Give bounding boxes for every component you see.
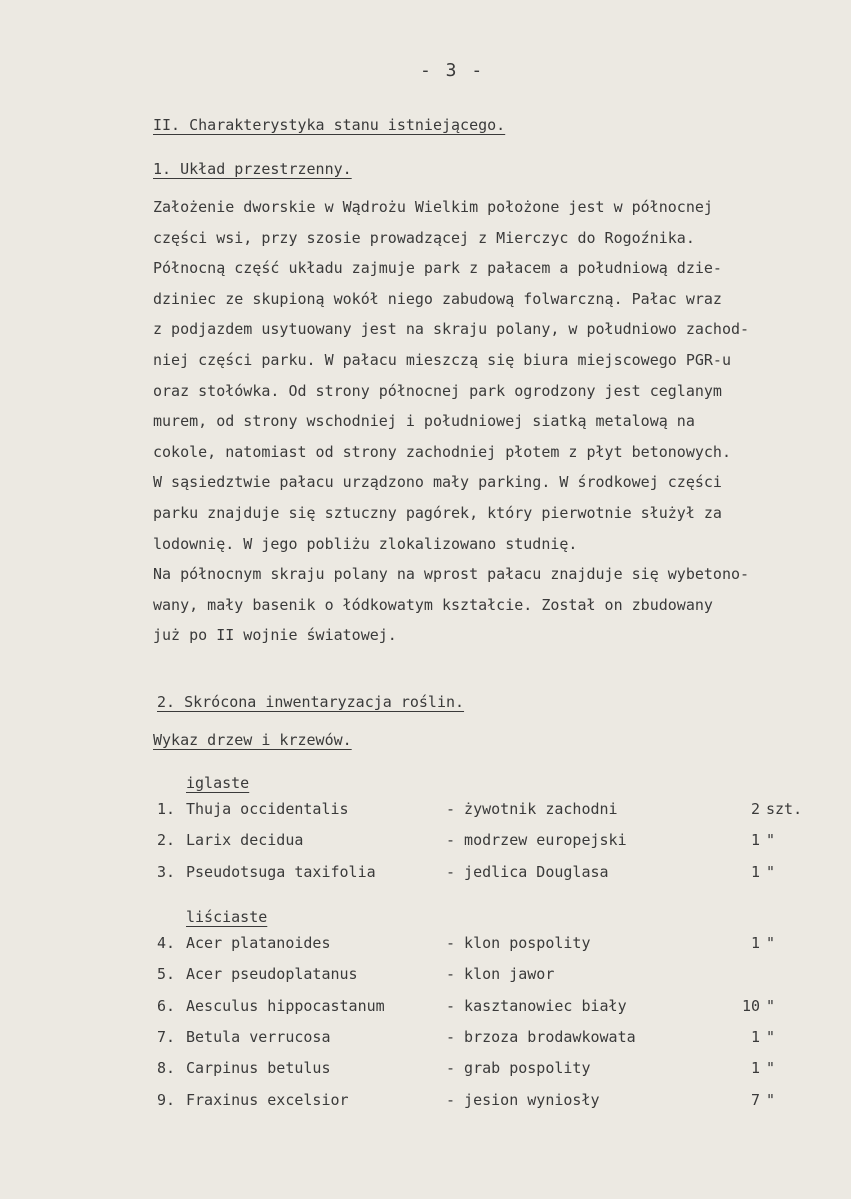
unit: " xyxy=(766,1090,776,1109)
paragraph-line: Założenie dworskie w Wądrożu Wielkim położone jest w północnej xyxy=(153,198,713,216)
item-number: 2. xyxy=(157,831,176,850)
plant-row xyxy=(0,1059,851,1089)
latin-name: Aesculus hippocastanum xyxy=(186,996,385,1015)
paragraph-line: murem, od strony wschodniej i południowej siatką metalową na xyxy=(153,412,695,431)
quantity: 1 xyxy=(750,862,760,881)
polish-name: - modrzew europejski xyxy=(446,831,627,850)
paragraph-line: cokole, natomiast od strony zachodniej płotem z płyt betonowych. xyxy=(153,442,731,461)
polish-name: - klon jawor xyxy=(446,965,555,984)
category-label-conifers: iglaste xyxy=(186,774,250,792)
paragraph-line: dziniec ze skupioną wokół niego zabudową folwarczną. Pałac wraz xyxy=(153,289,722,308)
subsection-title-inventory: 2. Skrócona inwentaryzacja roślin. xyxy=(157,693,465,711)
latin-name: Acer platanoides xyxy=(186,934,331,952)
item-number: 6. xyxy=(157,996,176,1015)
unit: " xyxy=(766,1059,776,1078)
latin-name: Betula verrucosa xyxy=(186,1027,331,1046)
quantity: 1 xyxy=(750,1059,760,1078)
item-number: 8. xyxy=(157,1059,176,1078)
plant-row xyxy=(0,997,851,1027)
paragraph-line: z podjazdem usytuowany jest na skraju polany, w południowo zachod- xyxy=(153,320,750,339)
unit: " xyxy=(766,831,776,850)
polish-name: - brzoza brodawkowata xyxy=(446,1027,636,1046)
item-number: 9. xyxy=(157,1090,176,1109)
quantity: 7 xyxy=(750,1090,760,1109)
paragraph-line: części wsi, przy szosie prowadzącej z Mierczyc do Rogoźnika. xyxy=(153,228,695,247)
section-title: II. Charakterystyka stanu istniejącego. xyxy=(153,116,506,134)
unit: " xyxy=(766,934,776,952)
paragraph-line: niej części parku. W pałacu mieszczą się biura miejscowego PGR-u xyxy=(153,350,731,369)
latin-name: Pseudotsuga taxifolia xyxy=(186,862,376,881)
quantity: 1 xyxy=(750,934,760,952)
polish-name: - klon pospolity xyxy=(446,934,591,952)
unit: " xyxy=(766,862,776,881)
item-number: 3. xyxy=(157,862,176,881)
quantity: 10 xyxy=(741,996,760,1015)
quantity: 1 xyxy=(750,831,760,850)
polish-name: - jesion wyniosły xyxy=(446,1090,600,1109)
page-number: - 3 - xyxy=(420,60,485,81)
quantity: 1 xyxy=(750,1027,760,1046)
latin-name: Fraxinus excelsior xyxy=(186,1090,349,1109)
latin-name: Carpinus betulus xyxy=(186,1059,331,1078)
plant-row xyxy=(0,1091,851,1121)
item-number: 7. xyxy=(157,1027,176,1046)
item-number: 5. xyxy=(157,965,176,984)
paragraph-line: W sąsiedztwie pałacu urządzono mały parking. W środkowej części xyxy=(153,473,722,492)
paragraph xyxy=(153,192,843,651)
plant-row xyxy=(0,863,851,893)
latin-name: Acer pseudoplatanus xyxy=(186,965,358,984)
latin-name: Thuja occidentalis xyxy=(186,800,349,818)
polish-name: - jedlica Douglasa xyxy=(446,862,609,881)
plant-row xyxy=(0,965,851,995)
polish-name: - kasztanowiec biały xyxy=(446,996,627,1015)
plant-row xyxy=(0,934,851,964)
item-number: 4. xyxy=(157,934,176,952)
quantity: 2 xyxy=(750,800,760,818)
plant-row xyxy=(0,831,851,861)
paragraph-line: Północną część układu zajmuje park z pałacem a południową dzie- xyxy=(153,259,722,278)
paragraph-line: Na północnym skraju polany na wprost pałacu znajduje się wybetono- xyxy=(153,565,750,584)
paragraph-line: oraz stołówka. Od strony północnej park ogrodzony jest ceglanym xyxy=(153,381,722,400)
subsection-title-layout: 1. Układ przestrzenny. xyxy=(153,160,352,178)
paragraph-line: już po II wojnie światowej. xyxy=(153,626,397,645)
list-title: Wykaz drzew i krzewów. xyxy=(153,731,352,749)
item-number: 1. xyxy=(157,800,176,818)
paragraph-line: parku znajduje się sztuczny pagórek, który pierwotnie służył za xyxy=(153,503,722,522)
plant-row xyxy=(0,1028,851,1058)
paragraph-line: lodownię. W jego pobliżu zlokalizowano studnię. xyxy=(153,534,578,553)
unit: szt. xyxy=(766,800,803,818)
category-label-deciduous: liściaste xyxy=(186,908,268,926)
unit: " xyxy=(766,1027,776,1046)
unit: " xyxy=(766,996,776,1015)
paragraph-line: wany, mały basenik o łódkowatym kształcie. Został on zbudowany xyxy=(153,595,713,614)
plant-row xyxy=(0,800,851,830)
polish-name: - żywotnik zachodni xyxy=(446,800,618,818)
latin-name: Larix decidua xyxy=(186,831,304,850)
polish-name: - grab pospolity xyxy=(446,1059,591,1078)
